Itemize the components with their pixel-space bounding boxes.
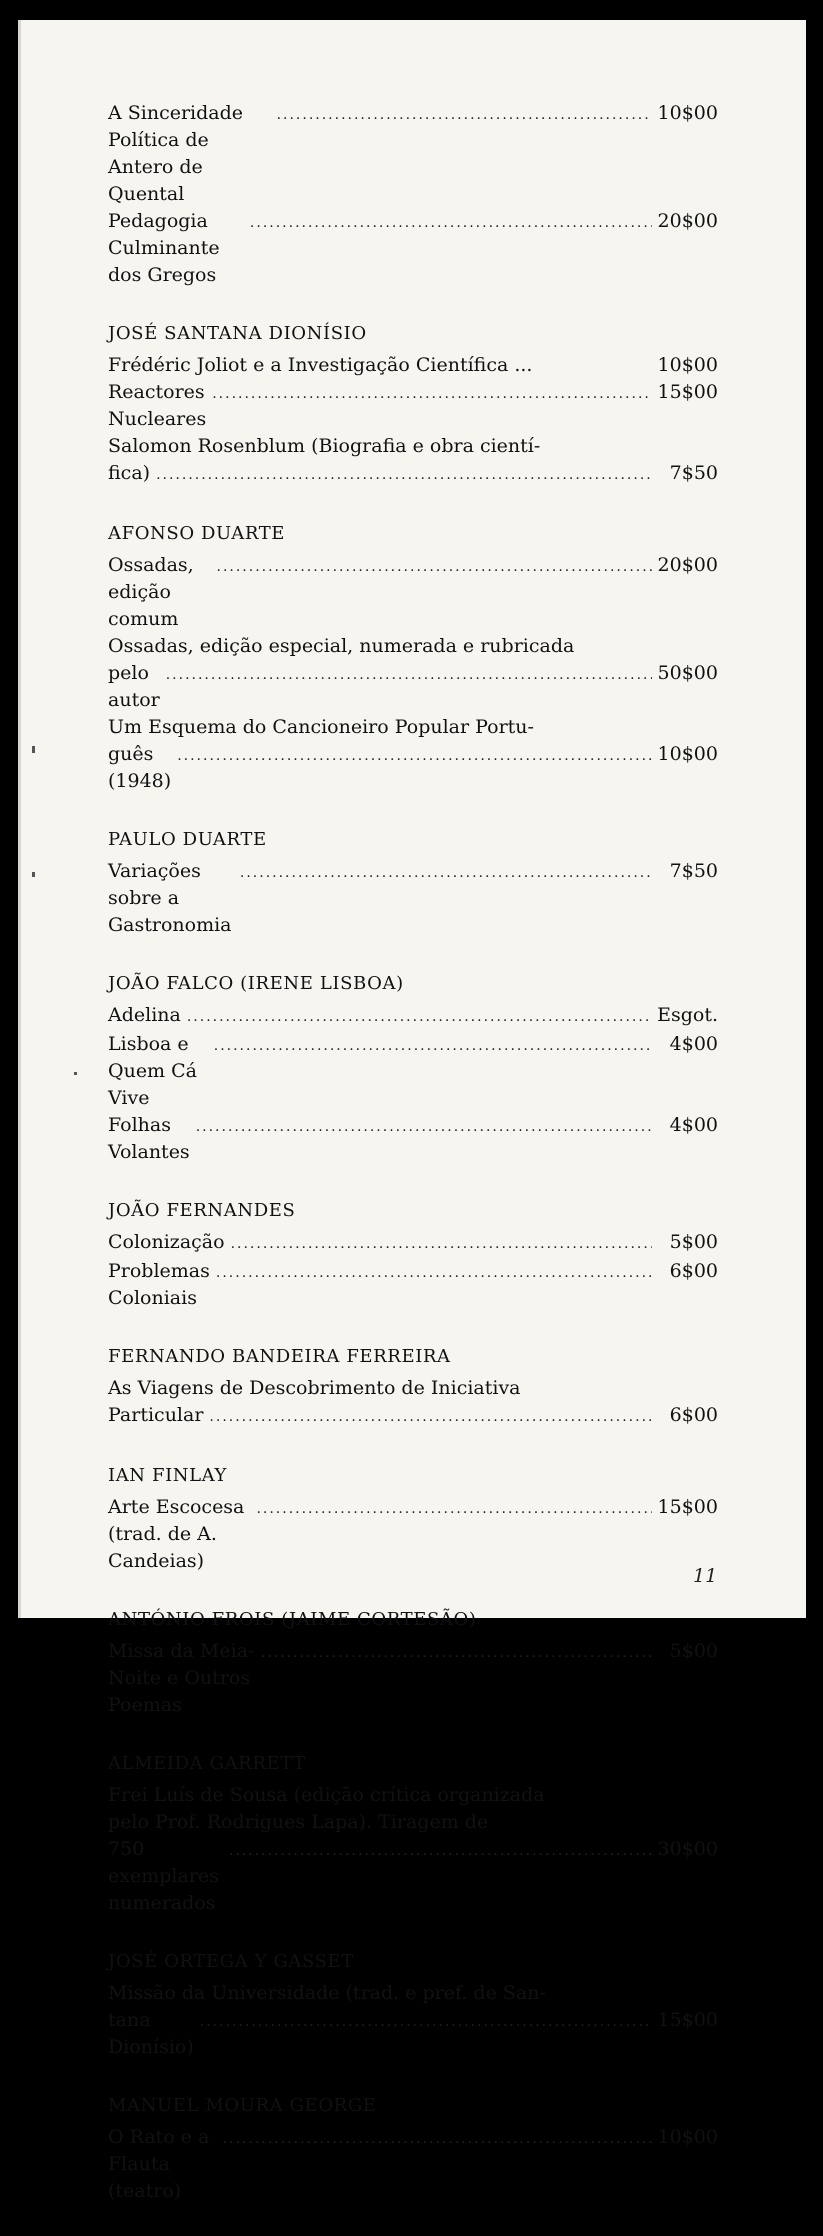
leader-dots [156, 462, 652, 489]
book-title-line: Colonização [108, 1231, 225, 1253]
leader-dots [250, 210, 652, 237]
author-name: IAN FINLAY [108, 1465, 228, 1486]
catalog-list [108, 100, 718, 2236]
book-entry [108, 552, 718, 633]
leader-dots [217, 554, 652, 581]
book-price: 10$00 [657, 102, 718, 124]
author-section [108, 1750, 718, 1917]
author-name: PAULO DUARTE [108, 829, 267, 850]
author-name: FERNANDO BANDEIRA FERREIRA [108, 1346, 451, 1367]
leader-dots [214, 1033, 652, 1060]
margin-mark [32, 746, 35, 753]
book-title-line: pelo autor [108, 662, 160, 711]
book-entry [108, 858, 718, 939]
leader-dots [166, 662, 652, 689]
book-entry [108, 1031, 718, 1112]
author-section [108, 100, 718, 289]
book-price: 10$00 [657, 354, 718, 376]
book-entry [108, 1229, 718, 1258]
book-entry [108, 714, 718, 795]
top-border [0, 0, 823, 20]
book-price: 7$50 [669, 860, 718, 882]
book-price: 15$00 [657, 1496, 718, 1518]
leader-dots [256, 1496, 651, 1523]
book-entry [108, 1782, 718, 1917]
author-section [108, 320, 718, 489]
book-title-line: Problemas Coloniais [108, 1260, 216, 1309]
book-title-line: Folhas Volantes [108, 1114, 190, 1163]
book-title-line: Missa da Meia-Noite e Outros Poemas [108, 1640, 257, 1716]
book-price: 7$50 [669, 462, 718, 484]
book-price: 5$00 [669, 1231, 718, 1253]
book-entry [108, 208, 718, 289]
book-title-line: O Rato e a Flauta (teatro) [108, 2126, 216, 2202]
book-entry [108, 1258, 718, 1312]
book-price: 20$00 [657, 554, 718, 576]
book-title-line: As Viagens de Descobrimento de Iniciativa [108, 1377, 521, 1399]
book-price: 4$00 [669, 1114, 718, 1136]
book-title-line: fica) [108, 462, 151, 484]
book-title-line: 750 exemplares numerados [108, 1838, 225, 1914]
leader-dots [261, 1640, 652, 1667]
leader-dots [212, 381, 651, 408]
book-price: 15$00 [657, 2009, 718, 2031]
book-title-line: guês (1948) [108, 743, 172, 792]
author-section [108, 1606, 718, 1719]
book-entry [108, 1002, 718, 1031]
book-title-line: Salomon Rosenblum (Biografia e obra cientí- [108, 435, 541, 457]
book-price: Esgot. [657, 1004, 718, 1026]
book-price: 20$00 [657, 210, 718, 232]
book-title-line: Reactores Nucleares [108, 381, 211, 430]
book-title-line: Particular [108, 1404, 204, 1426]
book-entry [108, 1638, 718, 1719]
book-entry [108, 1980, 718, 2061]
author-name: AFONSO DUARTE [108, 523, 286, 544]
book-title-line: Adelina [108, 1004, 181, 1026]
book-title-line: Ossadas, edição especial, numerada e rubricada [108, 635, 575, 657]
book-entry [108, 1112, 718, 1166]
book-title-line: Variações sobre a Gastronomia [108, 860, 232, 936]
book-entry [108, 433, 718, 489]
author-section [108, 1462, 718, 1575]
book-price: 6$00 [669, 1260, 718, 1282]
author-section [108, 1197, 718, 1312]
author-name: JOSÉ SANTANA DIONÍSIO [108, 323, 367, 344]
author-section [108, 1343, 718, 1431]
book-title-line: Missão da Universidade (trad. e pref. de San- [108, 1982, 546, 2004]
leader-dots [187, 1004, 651, 1031]
book-title-line: Frei Luís de Sousa (edição crítica organizada [108, 1784, 545, 1806]
margin-mark [32, 872, 35, 877]
author-name: JOÃO FERNANDES [108, 1200, 296, 1221]
book-entry [108, 1494, 718, 1575]
author-name: JOÃO FALCO (IRENE LISBOA) [108, 973, 404, 994]
author-name: ALMEIDA GARRETT [108, 1753, 306, 1774]
book-title-line: Um Esquema do Cancioneiro Popular Portu- [108, 716, 534, 738]
book-entry [108, 100, 718, 208]
leader-dots [216, 1260, 652, 1287]
book-title-line: Ossadas, edição comum [108, 554, 200, 630]
author-section [108, 826, 718, 939]
book-title-line: Arte Escocesa (trad. de A. Candeias) [108, 1496, 251, 1572]
book-price: 10$00 [657, 743, 718, 765]
book-entry [108, 352, 718, 379]
leader-dots [277, 102, 652, 129]
book-title-line: A Sinceridade Política de Antero de Quental [108, 102, 250, 205]
book-entry [108, 379, 718, 433]
book-entry [108, 2124, 718, 2205]
author-section [108, 520, 718, 795]
book-price: 10$00 [657, 2126, 718, 2148]
book-title-line: Pedagogia Culminante dos Gregos [108, 210, 226, 286]
book-price: 5$00 [669, 1640, 718, 1662]
book-title-line: tana Dionísio) [108, 2009, 194, 2058]
book-title-line: pelo Prof. Rodrigues Lapa). Tiragem de [108, 1811, 489, 1833]
leader-dots [177, 743, 651, 770]
leader-dots [229, 1838, 652, 1865]
leader-dots [200, 2009, 652, 2036]
leader-dots [209, 1404, 652, 1431]
book-entry [108, 1375, 718, 1431]
author-name: MANUEL MOURA GEORGE [108, 2095, 377, 2116]
book-price: 4$00 [669, 1033, 718, 1055]
leader-dots [231, 1231, 652, 1258]
margin-mark [74, 1072, 77, 1075]
author-name: ANTÓNIO FROIS (JAIME CORTESÃO) [108, 1609, 477, 1630]
author-name: JOSÉ ORTEGA Y GASSET [108, 1951, 354, 1972]
leader-dots [240, 860, 652, 887]
book-price: 6$00 [669, 1404, 718, 1426]
catalog-page [18, 20, 806, 2202]
author-section [108, 2092, 718, 2205]
book-price: 30$00 [657, 1838, 718, 1860]
leader-dots [223, 2126, 652, 2153]
book-price: 15$00 [657, 381, 718, 403]
leader-dots [196, 1114, 652, 1141]
author-section [108, 1948, 718, 2061]
book-title-line: Frédéric Joliot e a Investigação Científica ... [108, 354, 533, 376]
book-price: 50$00 [657, 662, 718, 684]
page-number: 11 [693, 1565, 718, 1587]
book-title-line: Lisboa e Quem Cá Vive [108, 1033, 204, 1109]
author-section [108, 970, 718, 1166]
book-entry [108, 633, 718, 714]
